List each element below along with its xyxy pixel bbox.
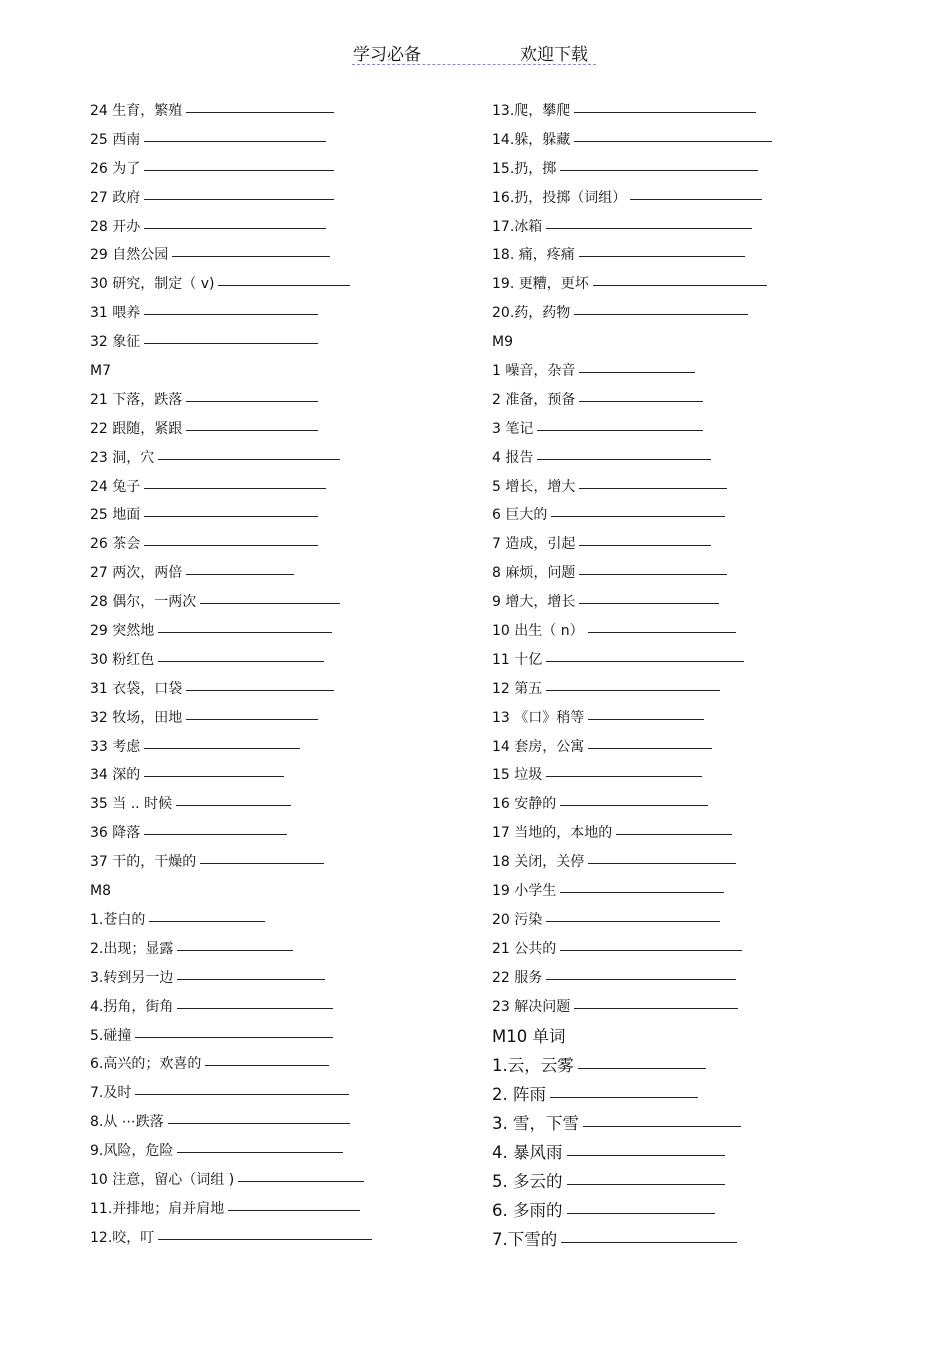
vocab-item [492,415,772,444]
vocab-item [90,675,372,704]
vocab-item [492,126,772,155]
m10-section [492,1022,772,1254]
answer-blank[interactable] [218,284,350,286]
vocab-label: 33 考虑 [90,738,141,755]
vocab-item [492,1080,772,1109]
vocab-item [90,1079,372,1108]
vocab-item [90,646,372,675]
answer-blank[interactable] [579,487,727,489]
vocab-item [90,733,372,762]
vocab-item [492,1196,772,1225]
answer-blank[interactable] [144,775,284,777]
vocab-item [492,819,772,848]
m10-title: M10 单词 [492,1026,566,1046]
vocab-label: 6 巨大的 [492,507,548,524]
vocab-item [492,1051,772,1080]
vocab-item [90,386,372,415]
vocab-item [492,993,772,1022]
section-heading [90,877,372,906]
vocab-label: 6. 多雨的 [492,1200,563,1220]
vocab-item [90,270,372,299]
vocab-label: 3. 雪，下雪 [492,1113,579,1133]
vocab-item [90,213,372,242]
vocab-label: 10 出生（ n） [492,623,584,640]
answer-blank[interactable] [177,978,325,980]
answer-blank[interactable] [579,255,745,257]
vocab-item [492,704,772,733]
answer-blank[interactable] [176,804,291,806]
vocab-label: 5.碰撞 [90,1027,132,1044]
vocab-label: 28 偶尔，一两次 [90,594,197,611]
vocab-label: 29 自然公园 [90,247,169,264]
vocab-label: 1.云，云雾 [492,1055,574,1075]
vocab-label: 5 增长，增大 [492,478,576,495]
vocab-item [90,617,372,646]
vocab-label: 17 当地的，本地的 [492,825,613,842]
header-dashed-rule [352,64,596,65]
answer-blank[interactable] [186,429,318,431]
vocab-item [492,473,772,502]
vocab-item [492,848,772,877]
vocab-label: 35 当 .. 时候 [90,796,173,813]
answer-blank[interactable] [186,718,318,720]
vocab-item [90,126,372,155]
answer-blank[interactable] [228,1209,360,1211]
left-vocab-column [90,97,372,1253]
vocab-label: 20 污染 [492,911,543,928]
answer-blank[interactable] [574,111,756,113]
vocab-item [90,1050,372,1079]
vocab-label: 12.咬，叮 [90,1229,155,1246]
vocab-item [492,97,772,126]
vocab-label: 2.出现；显露 [90,940,174,957]
vocab-label: 7.及时 [90,1085,132,1102]
answer-blank[interactable] [588,862,736,864]
vocab-item [492,1109,772,1138]
answer-blank[interactable] [588,718,704,720]
vocab-label: 9 增大，增长 [492,594,576,611]
vocab-label: 22 服务 [492,969,543,986]
header-right-text: 欢迎下载 [520,45,588,65]
vocab-item [492,588,772,617]
answer-blank[interactable] [144,313,318,315]
answer-blank[interactable] [186,400,318,402]
answer-blank[interactable] [144,169,334,171]
answer-blank[interactable] [177,949,293,951]
vocab-label: 14.躲，躲藏 [492,131,571,148]
vocab-label: 27 政府 [90,189,141,206]
vocab-label: 3 笔记 [492,420,534,437]
answer-blank[interactable] [579,573,727,575]
section-heading [90,357,372,386]
answer-blank[interactable] [135,1036,333,1038]
answer-blank[interactable] [546,775,702,777]
answer-blank[interactable] [588,631,736,633]
answer-blank[interactable] [168,1122,350,1124]
vocab-item [492,877,772,906]
answer-blank[interactable] [537,429,703,431]
vocab-label: 32 象征 [90,334,141,351]
vocab-item [492,241,772,270]
vocab-item [90,790,372,819]
answer-blank[interactable] [149,920,265,922]
vocab-item [90,1195,372,1224]
vocab-item [90,1224,372,1253]
answer-blank[interactable] [144,342,318,344]
vocab-label: 16 安静的 [492,796,557,813]
answer-blank[interactable] [144,544,318,546]
answer-blank[interactable] [560,949,742,951]
vocab-item [492,1138,772,1167]
vocab-item [492,675,772,704]
vocab-item [492,444,772,473]
vocab-item [492,501,772,530]
answer-blank[interactable] [200,862,324,864]
vocab-label: 4.拐角，街角 [90,998,174,1015]
answer-blank[interactable] [238,1180,364,1182]
answer-blank[interactable] [144,747,300,749]
answer-blank[interactable] [186,111,334,113]
right-vocab-list [492,97,772,1022]
answer-blank[interactable] [574,313,748,315]
vocab-label: 24 生育，繁殖 [90,103,183,119]
answer-blank[interactable] [186,573,294,575]
vocab-label: M9 [492,334,513,351]
answer-blank[interactable] [158,631,332,633]
vocab-item [90,299,372,328]
vocab-label: 12 第五 [492,680,543,697]
vocab-item [492,213,772,242]
vocab-item [492,761,772,790]
vocab-item [90,155,372,184]
answer-blank[interactable] [144,198,334,200]
answer-blank[interactable] [205,1064,329,1066]
vocab-item [90,184,372,213]
answer-blank[interactable] [537,458,711,460]
vocab-label: 7 造成，引起 [492,536,576,553]
vocab-label: 26 茶会 [90,536,141,553]
vocab-item [492,357,772,386]
vocab-label: 9.风险，危险 [90,1143,174,1160]
vocab-item [90,530,372,559]
vocab-item [90,241,372,270]
vocab-item [492,530,772,559]
answer-blank[interactable] [172,255,330,257]
vocab-label: 24 兔子 [90,478,141,495]
vocab-item [90,1022,372,1051]
vocab-item [90,906,372,935]
header-left-text: 学习必备 [353,45,421,65]
answer-blank[interactable] [567,1154,725,1156]
vocab-item [492,906,772,935]
vocab-label: 30 研究，制定（ v) [90,276,215,293]
vocab-item [492,733,772,762]
vocab-label: M8 [90,883,111,900]
vocab-label: 14 套房，公寓 [492,738,585,755]
vocab-item [492,270,772,299]
answer-blank[interactable] [546,689,720,691]
vocab-item [90,415,372,444]
answer-blank[interactable] [583,1125,741,1127]
vocab-item [90,1166,372,1195]
answer-blank[interactable] [144,515,318,517]
vocab-label: 25 地面 [90,507,141,524]
answer-blank[interactable] [550,1096,698,1098]
vocab-label: 37 干的，干燥的 [90,854,197,871]
vocab-item [90,588,372,617]
vocab-label: 6.高兴的；欢喜的 [90,1056,202,1073]
vocab-label: 20.药，药物 [492,305,571,322]
vocab-item [492,646,772,675]
answer-blank[interactable] [546,660,744,662]
vocab-label: 26 为了 [90,160,141,177]
vocab-label: 36 降落 [90,825,141,842]
vocab-label: 31 喂养 [90,305,141,322]
answer-blank[interactable] [588,747,712,749]
vocab-label: 21 公共的 [492,940,557,957]
answer-blank[interactable] [560,891,724,893]
vocab-label: 4. 暴风雨 [492,1142,563,1162]
vocab-item [492,184,772,213]
vocab-item [492,617,772,646]
vocab-item [492,386,772,415]
vocab-label: 31 衣袋，口袋 [90,680,183,697]
vocab-label: 23 洞，穴 [90,449,155,466]
vocab-label: 25 西南 [90,131,141,148]
vocab-item [492,1167,772,1196]
answer-blank[interactable] [560,169,758,171]
answer-blank[interactable] [579,400,703,402]
vocab-label: 3.转到另一边 [90,969,174,986]
answer-blank[interactable] [560,804,708,806]
answer-blank[interactable] [574,140,772,142]
answer-blank[interactable] [144,487,326,489]
answer-blank[interactable] [630,198,762,200]
answer-blank[interactable] [144,833,287,835]
answer-blank[interactable] [579,544,711,546]
vocab-item [90,97,372,126]
vocab-label: 5. 多云的 [492,1171,563,1191]
vocab-item [492,1225,772,1254]
vocab-item [90,1108,372,1137]
vocab-label: 18. 痛，疼痛 [492,247,575,264]
answer-blank[interactable] [593,284,767,286]
vocab-label: 2 准备，预备 [492,391,576,408]
vocab-label: 13.爬，攀爬 [492,103,571,119]
answer-blank[interactable] [186,689,334,691]
section-heading [492,328,772,357]
vocab-item [90,473,372,502]
answer-blank[interactable] [144,140,326,142]
answer-blank[interactable] [200,602,340,604]
vocab-label: 19 小学生 [492,883,557,900]
vocab-label: 23 解决问题 [492,998,571,1015]
answer-blank[interactable] [561,1241,737,1243]
answer-blank[interactable] [177,1007,333,1009]
answer-blank[interactable] [546,978,736,980]
answer-blank[interactable] [135,1093,349,1095]
answer-blank[interactable] [546,227,752,229]
vocab-label: 22 跟随，紧跟 [90,420,183,437]
page-header [0,40,950,70]
vocab-label: 28 开办 [90,218,141,235]
vocab-label: 18 关闭，关停 [492,854,585,871]
vocab-label: 16.扔，投掷（词组） [492,189,627,206]
vocab-label: 2. 阵雨 [492,1084,546,1104]
vocab-label: 10 注意，留心（词组 ) [90,1171,235,1188]
answer-blank[interactable] [177,1151,343,1153]
vocab-label: 30 粉红色 [90,651,155,668]
vocab-label: 17.冰箱 [492,218,543,235]
vocab-item [90,444,372,473]
vocab-label: 29 突然地 [90,623,155,640]
vocab-label: 27 两次，两倍 [90,565,183,582]
vocab-item [90,935,372,964]
vocab-label: M7 [90,363,111,380]
vocab-label: 21 下落，跌落 [90,391,183,408]
answer-blank[interactable] [579,371,695,373]
vocab-item [90,559,372,588]
answer-blank[interactable] [574,1007,738,1009]
answer-blank[interactable] [616,833,732,835]
right-vocab-column [492,97,772,1254]
vocab-item [90,1137,372,1166]
vocab-item [90,993,372,1022]
vocab-label: 34 深的 [90,767,141,784]
vocab-item [90,328,372,357]
vocab-label: 11.并排地；肩并肩地 [90,1200,225,1217]
answer-blank[interactable] [158,660,324,662]
vocab-item [90,704,372,733]
answer-blank[interactable] [546,920,720,922]
vocab-label: 13 《口》稍等 [492,709,585,726]
vocab-label: 15 垃圾 [492,767,543,784]
vocab-item [492,559,772,588]
vocab-item [492,299,772,328]
answer-blank[interactable] [579,602,719,604]
vocab-item [90,819,372,848]
vocab-item [90,761,372,790]
answer-blank[interactable] [578,1067,706,1069]
answer-blank[interactable] [551,515,725,517]
vocab-label: 7.下雪的 [492,1229,558,1249]
vocab-item [492,790,772,819]
vocab-label: 15.扔，掷 [492,160,557,177]
vocab-item [90,964,372,993]
vocab-label: 11 十亿 [492,651,543,668]
vocab-label: 4 报告 [492,449,534,466]
vocab-item [90,501,372,530]
answer-blank[interactable] [144,227,326,229]
vocab-label: 1.苍白的 [90,911,146,928]
answer-blank[interactable] [158,458,340,460]
answer-blank[interactable] [567,1212,715,1214]
vocab-item [492,155,772,184]
vocab-item [90,848,372,877]
answer-blank[interactable] [567,1183,725,1185]
vocab-label: 32 牧场，田地 [90,709,183,726]
vocab-label: 19. 更糟，更坏 [492,276,589,293]
vocab-item [492,935,772,964]
vocab-item [492,964,772,993]
answer-blank[interactable] [158,1238,372,1240]
vocab-label: 8.从 ⋯跌落 [90,1114,164,1131]
vocab-label: 8 麻烦，问题 [492,565,576,582]
vocab-label: 1 噪音，杂音 [492,363,576,380]
